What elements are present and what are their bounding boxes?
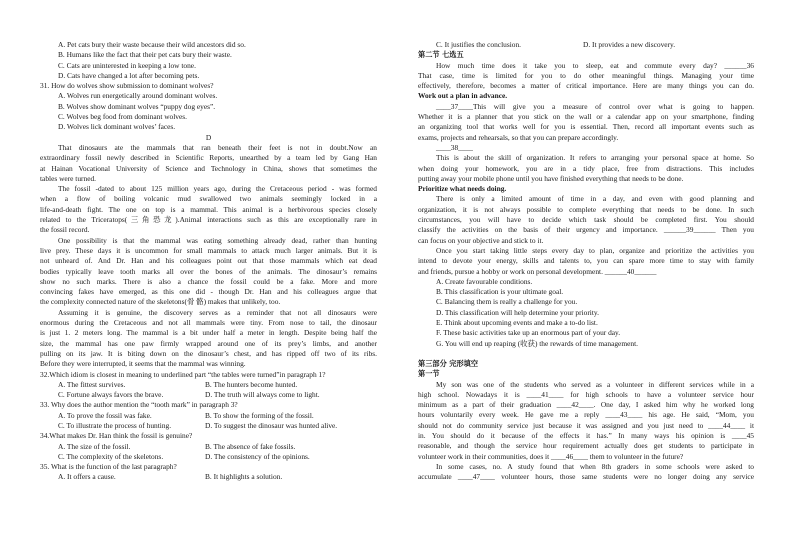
q30-option-a: A. Pet cats bury their waste because their wild ancestors did so. [58,40,246,49]
passage-line: How much time does it take you to sleep, eat and commute every day? ______36 [436,60,754,70]
passage-line: Assuming it is genuine, the discovery serves as a reminder that not all dinosaurs were [58,307,377,317]
passage-line: when a flow of boiling volcanic mud swallowed two animals seemingly locked in a [40,194,377,204]
cloze-line: accumulate ____47____ volunteer hours, those same students were no longer doing any service [418,472,754,482]
passage-line: can focus on your objective and stick to it. [418,235,544,245]
subheading: Work out a plan in advance. [418,91,508,101]
q34-stem: 34.What makes Dr. Han think the fossil is genuine? [40,431,193,441]
q33-option-a: A. To prove the fossil was fake. [58,410,152,420]
passage-line: organization, it is not always possible to complete everything that needs to be done. In such [418,204,754,214]
spacer [418,349,754,359]
q32-option-a: A. The fittest survives. [58,379,126,389]
q33-option-c: C. To illustrate the process of hunting. [58,420,172,430]
q35-options-row [418,40,754,50]
q35-option-a: A. It offers a cause. [58,472,116,482]
blank-38: ____38____ [436,142,473,152]
cloze-line: minimum as a part of their graduation ____42____. One day, I asked him why he worked long [418,400,754,410]
passage-line: convincing fakes have emerged, as this one did - though Dr. Han and his colleagues argue that [40,287,377,297]
section-letter: D [205,132,212,142]
option-f: F. These basic activities take up an enormous part of your day. [436,328,621,338]
option-c: C. Balancing them is really a challenge for you. [436,297,578,307]
q34-option-a: A. The size of the fossil. [58,441,131,451]
passage-line: tables were turned. [40,173,97,183]
q35-options-row [40,472,377,482]
option-g: G. You will end up reaping (收获) the rewards of time management. [436,338,638,348]
passage-line: is just 1. 2 meters long. The mammal is a bit under half a meter in length. Despite being half the [40,328,377,338]
passage-line: There is only a limited amount of time in a day, and even with good planning and [436,194,754,204]
passage-line: enormous during the Cretaceous and not all mammals were tiny. From nose to tail, the dinosaur [40,318,377,328]
q35-option-b: B. It highlights a solution. [205,472,283,482]
passage-line: at Hainan Vocational University of Science and Technology in China, shows that sometimes the [40,163,377,173]
passage-line: show no such marks. There is also a chance the fossil could be a fake. More and more [40,276,377,286]
cloze-line: hours voluntarily every week. He gave me a reply ____43____ his age. He said, “Mom, you [418,410,754,420]
passage-line: not unheard of. And Dr. Han and his colleagues point out that those mammals which eat dead [40,256,377,266]
q33-stem: 33. Why does the author mention the “tooth mark” in paragraph 3? [40,400,238,410]
q35-stem: 35. What is the function of the last paragraph? [40,462,177,472]
option-d: D. This classification will help determine your priority. [436,307,599,317]
passage-line: the fossil record. [40,225,90,235]
passage-line: ____37____This will give you a measure of control over what is going to happen. [436,101,754,111]
passage-line: size, the mammal has one paw firmly wrapped around one of its prey’s limbs, and another [40,338,377,348]
passage-line: pulling on its jaw. It is biting down on the dinosaur’s chest, and has ripped off two of its ribs. [40,348,377,358]
part3-title: 第三部分 完形填空 [418,358,479,368]
q35-option-d: D. It provides a new discovery. [583,40,676,49]
q32-options-row [40,380,377,390]
passage-line: This is about the skill of organization. It refers to arranging your personal space at home. So [436,153,754,163]
q33-option-d: D. To suggest the dinosaur was hunted alive. [205,420,338,430]
q32-stem: 32.Which idiom is closest in meaning to underlined part “the tables were turned”in paragraph 1? [40,369,326,379]
passage-line: The fossil -dated to about 125 million years ago, during the Cretaceous period - was formed [58,184,377,194]
q31-stem: 31. How do wolves show submission to dominant wolves? [40,81,214,91]
section1-title: 第一节 [418,369,440,379]
passage-line: the complexity connected nature of the skeletons(骨 骼) makes that unlikely, too. [40,297,281,307]
passage-line: life-and-death fight. The one on top is a mammal. This animal is a herbivorous species closely [40,204,377,214]
q31-option-c: C. Wolves beg food from dominant wolves. [58,112,187,122]
q34-options-row [40,452,377,462]
passage-line: intend to devote your energy, skills and talents to, you can spare more time to stay with family [418,256,754,266]
q30-option-b: B. Humans like the fact that their pet cats bury their waste. [58,50,232,60]
left-column [40,40,377,483]
passage-line: putting away your mobile phone until you have finished everything that needs to be done. [418,173,684,183]
cloze-line: reasonable, and though the service hour requirement actually does get students to participate in [418,441,754,451]
option-e: E. Think about upcoming events and make a to-do list. [436,318,598,328]
passage-line: and friends, pursue a hobby or work on personal development. ______40______ [418,266,657,276]
passage-line: Whether it is a planner that you stick on the wall or a calendar app on your smartphone, finding [418,112,754,122]
passage-line: an organizing tool that works well for you is essential. Then, record all important events such as [418,122,754,132]
cloze-line: high school. Nowadays it is ____41____ for high schools to have a volunteer service hour [418,389,754,399]
passage-line: circumstances, you will have to decide which task should be completed first. You should [418,215,754,225]
passage-line: related to the Triceratops(三角恐龙).Animal interactions such as this are exceptionally rare in [40,215,377,225]
passage-line: Before they were interrupted, it seems that the mammal was winning. [40,359,246,369]
passage-line: classify the activities on the basis of their urgency and importance. ______39______ Then you [418,225,754,235]
section2-title: 第二节 七选五 [418,50,464,60]
q32-options-row [40,390,377,400]
passage-line: One possibility is that the mammal was eating something already dead, rather than hunting [58,235,377,245]
q32-option-c: C. Fortune always favors the brave. [58,390,164,400]
q34-options-row [40,442,377,452]
q31-option-a: A. Wolves run energetically around dominant wolves. [58,91,218,101]
cloze-line: In some cases, no. A study found that when 8th graders in some schools were asked to [436,461,754,471]
passage-line: That case, time is limited for you to do other meaningful things. Managing your time [418,70,754,80]
cloze-line: volunteer work in their communities, does it ____46____ them to volunteer in the future? [418,451,684,461]
q33-option-b: B. To show the forming of the fossil. [205,410,314,420]
passage-line: effectively, therefore, becomes a matter of critical importance. Here are many things you can do. [418,81,754,91]
passage-line: bodies typically leave tooth marks all over the bones of the animals. The dinosaur’s remains [40,266,377,276]
option-b: B. This classification is your ultimate goal. [436,287,564,297]
cloze-line: in. You should do it because of the effects it has.” In many ways his opinion is ____45 [418,430,754,440]
passage-line: Once you start taking little steps every day to plan, organize and prioritize the activities you [436,245,754,255]
passage-line: That dinosaurs ate the mammals that ran beneath their feet is not in doubt.Now an [58,142,377,152]
q30-option-d: D. Cats have changed a lot after becoming pets. [58,70,200,80]
passage-line: live prey. These days it is uncommon for small mammals to attack much larger animals. But it is [40,245,377,255]
option-a: A. Create favourable conditions. [436,276,533,286]
cloze-line: should not do community service just because it was assigned and you just need to ____44____ it [418,420,754,430]
q31-option-b: B. Wolves show dominant wolves “puppy dog eyes”. [58,101,216,111]
q33-options-row [40,411,377,421]
passage-line: extraordinary fossil newly described in Scientific Reports, unearthed by a team led by Gang Han [40,153,377,163]
passage-line: exams, projects and rehearsals, so that you can prepare accordingly. [418,132,619,142]
q31-option-d: D. Wolves lick dominant wolves’ faces. [58,122,176,132]
q30-option-c: C. Cats are uninterested in keeping a low tone. [58,60,196,70]
cloze-line: My son was one of the students who served as a volunteer in different services while in a [436,379,754,389]
passage-line: when doing your homework, you are in a tidy place, free from distractions. This includes [418,163,754,173]
q32-option-b: B. The hunters become hunted. [205,379,298,389]
q34-option-b: B. The absence of fake fossils. [205,441,296,451]
right-column [418,40,754,482]
q34-option-c: C. The complexity of the skeletons. [58,451,164,461]
q33-options-row [40,421,377,431]
subheading: Prioritize what needs doing. [418,184,507,194]
q35-option-c: C. It justifies the conclusion. [436,40,521,49]
q32-option-d: D. The truth will always come to light. [205,390,320,400]
q34-option-d: D. The consistency of the opinions. [205,451,310,461]
